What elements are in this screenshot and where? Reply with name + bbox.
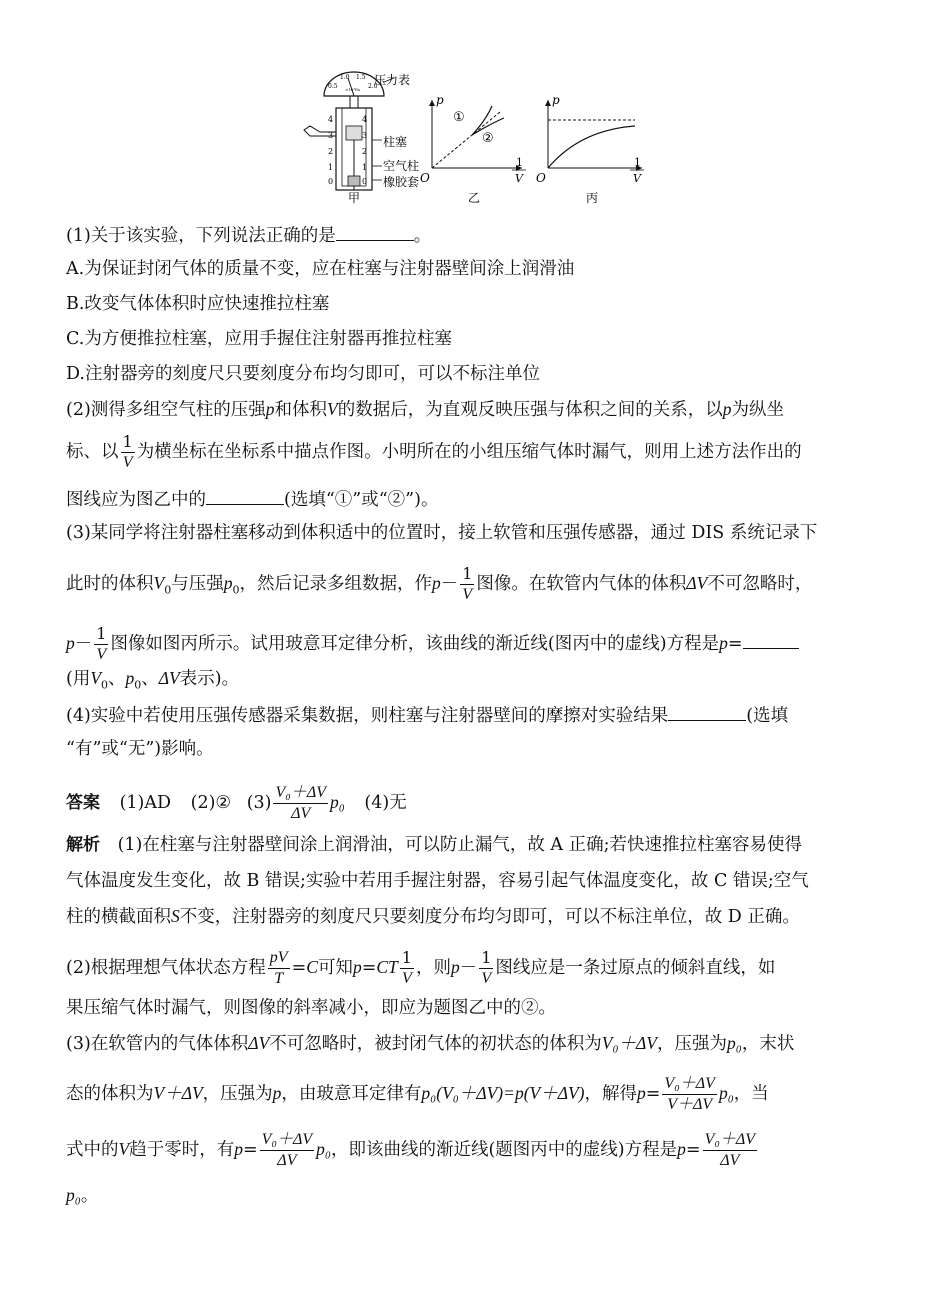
fraction-1-over-v: $\frac{1}{V}$ — [401, 948, 412, 987]
q1-option-d: D.注射器旁的刻度尺只要刻度分布均匀即可，可以不标注单位 — [66, 364, 540, 384]
answer-label: 答案 — [66, 793, 100, 813]
analysis-line-5: 果压缩气体时漏气，则图像的斜率减小，即应为题图乙中的②。 — [66, 998, 556, 1018]
graph-bing — [536, 93, 644, 205]
q2-line-3: 图线应为图乙中的 (选填“①”或“②”)。 — [66, 486, 438, 512]
label-rubber-cap: 橡胶套 — [383, 175, 420, 189]
fraction-1-over-v: $\frac{1}{V}$ — [481, 948, 492, 987]
label-air-column: 空气柱 — [383, 159, 420, 173]
scale-number: 2 — [362, 147, 368, 156]
axis-origin: O — [536, 171, 546, 185]
curve-label-1: ① — [453, 110, 465, 125]
axis-label-one: 1 — [516, 156, 523, 169]
q1-option-c: C.为方便推拉柱塞，应用手握住注射器再推拉柱塞 — [66, 329, 452, 349]
q2-line-2: 标、以 $\frac{1}{V}$ 为横坐标在坐标系中描点作图。小明所在的小组压缩气体时漏气，则用上述方法作出的 — [66, 432, 802, 471]
gauge-unit: ×10⁵Pa — [345, 87, 360, 92]
graph-yi — [420, 93, 526, 205]
answer-blank — [206, 486, 284, 505]
scale-number: 2 — [328, 147, 334, 156]
q1-option-a: A.为保证封闭气体的质量不变，应在柱塞与注射器壁间涂上润滑油 — [66, 259, 575, 279]
fraction-1-over-v: $\frac{1}{V}$ — [122, 432, 133, 471]
answer-blank — [336, 222, 414, 241]
analysis-line-9: p₀。 — [66, 1185, 99, 1206]
analysis-line-6: (3)在软管内的气体体积ΔV不可忽略时，被封闭气体的初状态的体积为V₀＋ΔV，压强为p₀，末状 — [66, 1033, 795, 1054]
fraction-v0-dv-over-dv: $\frac{\text{V₀＋ΔV}}{\Delta V}$ — [261, 1131, 313, 1169]
q3-line-4: (用$V_0$、$p_0$、ΔV表示)。 — [66, 668, 240, 692]
gauge-number: 0.5 — [328, 83, 338, 90]
fraction-v0-dv-over-v-dv: $\frac{\text{V₀＋ΔV}}{V+\Delta V}$ — [664, 1075, 715, 1113]
answer-blank — [668, 702, 746, 721]
fraction-1-over-v: $\frac{1}{V}$ — [462, 564, 473, 603]
gauge-number: 1.5 — [356, 74, 366, 81]
fraction-v0-dv-over-dv: $\frac{\text{V₀＋ΔV}}{\Delta V}$ — [704, 1131, 756, 1169]
axis-label-one: 1 — [634, 156, 641, 169]
scale-number: 1 — [362, 163, 368, 172]
q3-line-2: 此时的体积$V_0$与压强$p_0$，然后记录多组数据，作p－ $\frac{1}{V}$ 图像。在软管内气体的体积ΔV不可忽略时， — [66, 564, 813, 603]
scale-number: 0 — [328, 177, 334, 186]
gauge-number: 2.0 — [368, 83, 378, 90]
fraction-pv-over-t: $\frac{pV}{T}$ — [269, 949, 288, 987]
analysis-line-3: 柱的横截面积S不变，注射器旁的刻度尺只要刻度分布均匀即可，可以不标注单位，故 D 正确。 — [66, 906, 800, 927]
scale-number: 0 — [362, 177, 368, 186]
axis-label-p: p — [552, 93, 560, 107]
analysis-line-1: 解析 (1)在柱塞与注射器壁间涂上润滑油，可以防止漏气，故 A 正确;若快速推拉柱塞容易使得 — [66, 835, 803, 855]
analysis-line-2: 气体温度发生变化，故 B 错误;实验中若用手握注射器，容易引起气体温度变化，故 C 错误;空气 — [66, 871, 809, 891]
label-pressure-gauge: 压力表 — [374, 73, 411, 87]
fraction-v0-dv-over-dv: $\frac{\text{V₀＋ΔV}}{\Delta V}$ — [275, 784, 326, 822]
answer-blank — [743, 630, 799, 649]
syringe-apparatus-diagram — [304, 72, 419, 205]
scale-number: 3 — [328, 131, 334, 140]
q4-line-1: (4)实验中若使用压强传感器采集数据，则柱塞与注射器壁间的摩擦对实验结果 (选填 — [66, 702, 788, 728]
scale-number: 4 — [328, 115, 334, 124]
scale-number: 1 — [328, 163, 334, 172]
caption-jia: 甲 — [348, 191, 361, 205]
axis-origin: O — [420, 171, 430, 185]
q1-option-b: B.改变气体体积时应快速推拉柱塞 — [66, 294, 330, 314]
axis-label-v: V — [515, 172, 523, 185]
caption-bing: 丙 — [586, 191, 599, 205]
axis-label-p: p — [436, 93, 444, 107]
curve-label-2: ② — [482, 131, 494, 146]
fraction-1-over-v: $\frac{1}{V}$ — [96, 624, 107, 663]
experiment-figure — [290, 66, 660, 206]
scale-number: 3 — [362, 131, 368, 140]
q2-line-1: (2)测得多组空气柱的压强p和体积V的数据后，为直观反映压强与体积之间的关系，以p为纵坐 — [66, 399, 784, 420]
analysis-line-8: 式中的V趋于零时，有p= $\frac{\text{V₀＋ΔV}}{\Delta V}$ p₀，即该曲线的渐近线(题图丙中的虚线)方程是p= $\frac{\text{V₀＋ΔV}}{\Delta V}$ — [66, 1131, 756, 1169]
analysis-line-4: (2)根据理想气体状态方程 $\frac{pV}{T}$ =C可知p=CT $\frac{1}{V}$ ，则p－ $\frac{1}{V}$ 图线应是一条过原点的倾斜直线，如 — [66, 948, 776, 987]
q3-line-3: p－ $\frac{1}{V}$ 图像如图丙所示。试用玻意耳定律分析，该曲线的渐近线(图丙中的虚线)方程是p= — [66, 624, 799, 665]
q1-stem: (1)关于该实验，下列说法正确的是 。 — [66, 222, 431, 248]
axis-label-v: V — [633, 172, 641, 185]
label-plunger: 柱塞 — [383, 135, 408, 149]
caption-yi: 乙 — [468, 191, 481, 205]
analysis-line-7: 态的体积为V＋ΔV，压强为p，由玻意耳定律有p₀(V₀＋ΔV)=p(V＋ΔV)，解得p= $\frac{\text{V₀＋ΔV}}{V+\Delta V}$ p₀，当 — [66, 1075, 769, 1113]
q4-line-2: “有”或“无”)影响。 — [66, 739, 214, 759]
gauge-number: 1.0 — [340, 74, 350, 81]
q3-line-1: (3)某同学将注射器柱塞移动到体积适中的位置时，接上软管和压强传感器，通过 DIS 系统记录下 — [66, 523, 818, 543]
answer-line: 答案 (1)AD (2)② (3) $\frac{\text{V₀＋ΔV}}{\Delta V}$ p₀ (4)无 — [66, 784, 407, 822]
scale-number: 4 — [362, 115, 368, 124]
analysis-label: 解析 — [66, 835, 100, 855]
